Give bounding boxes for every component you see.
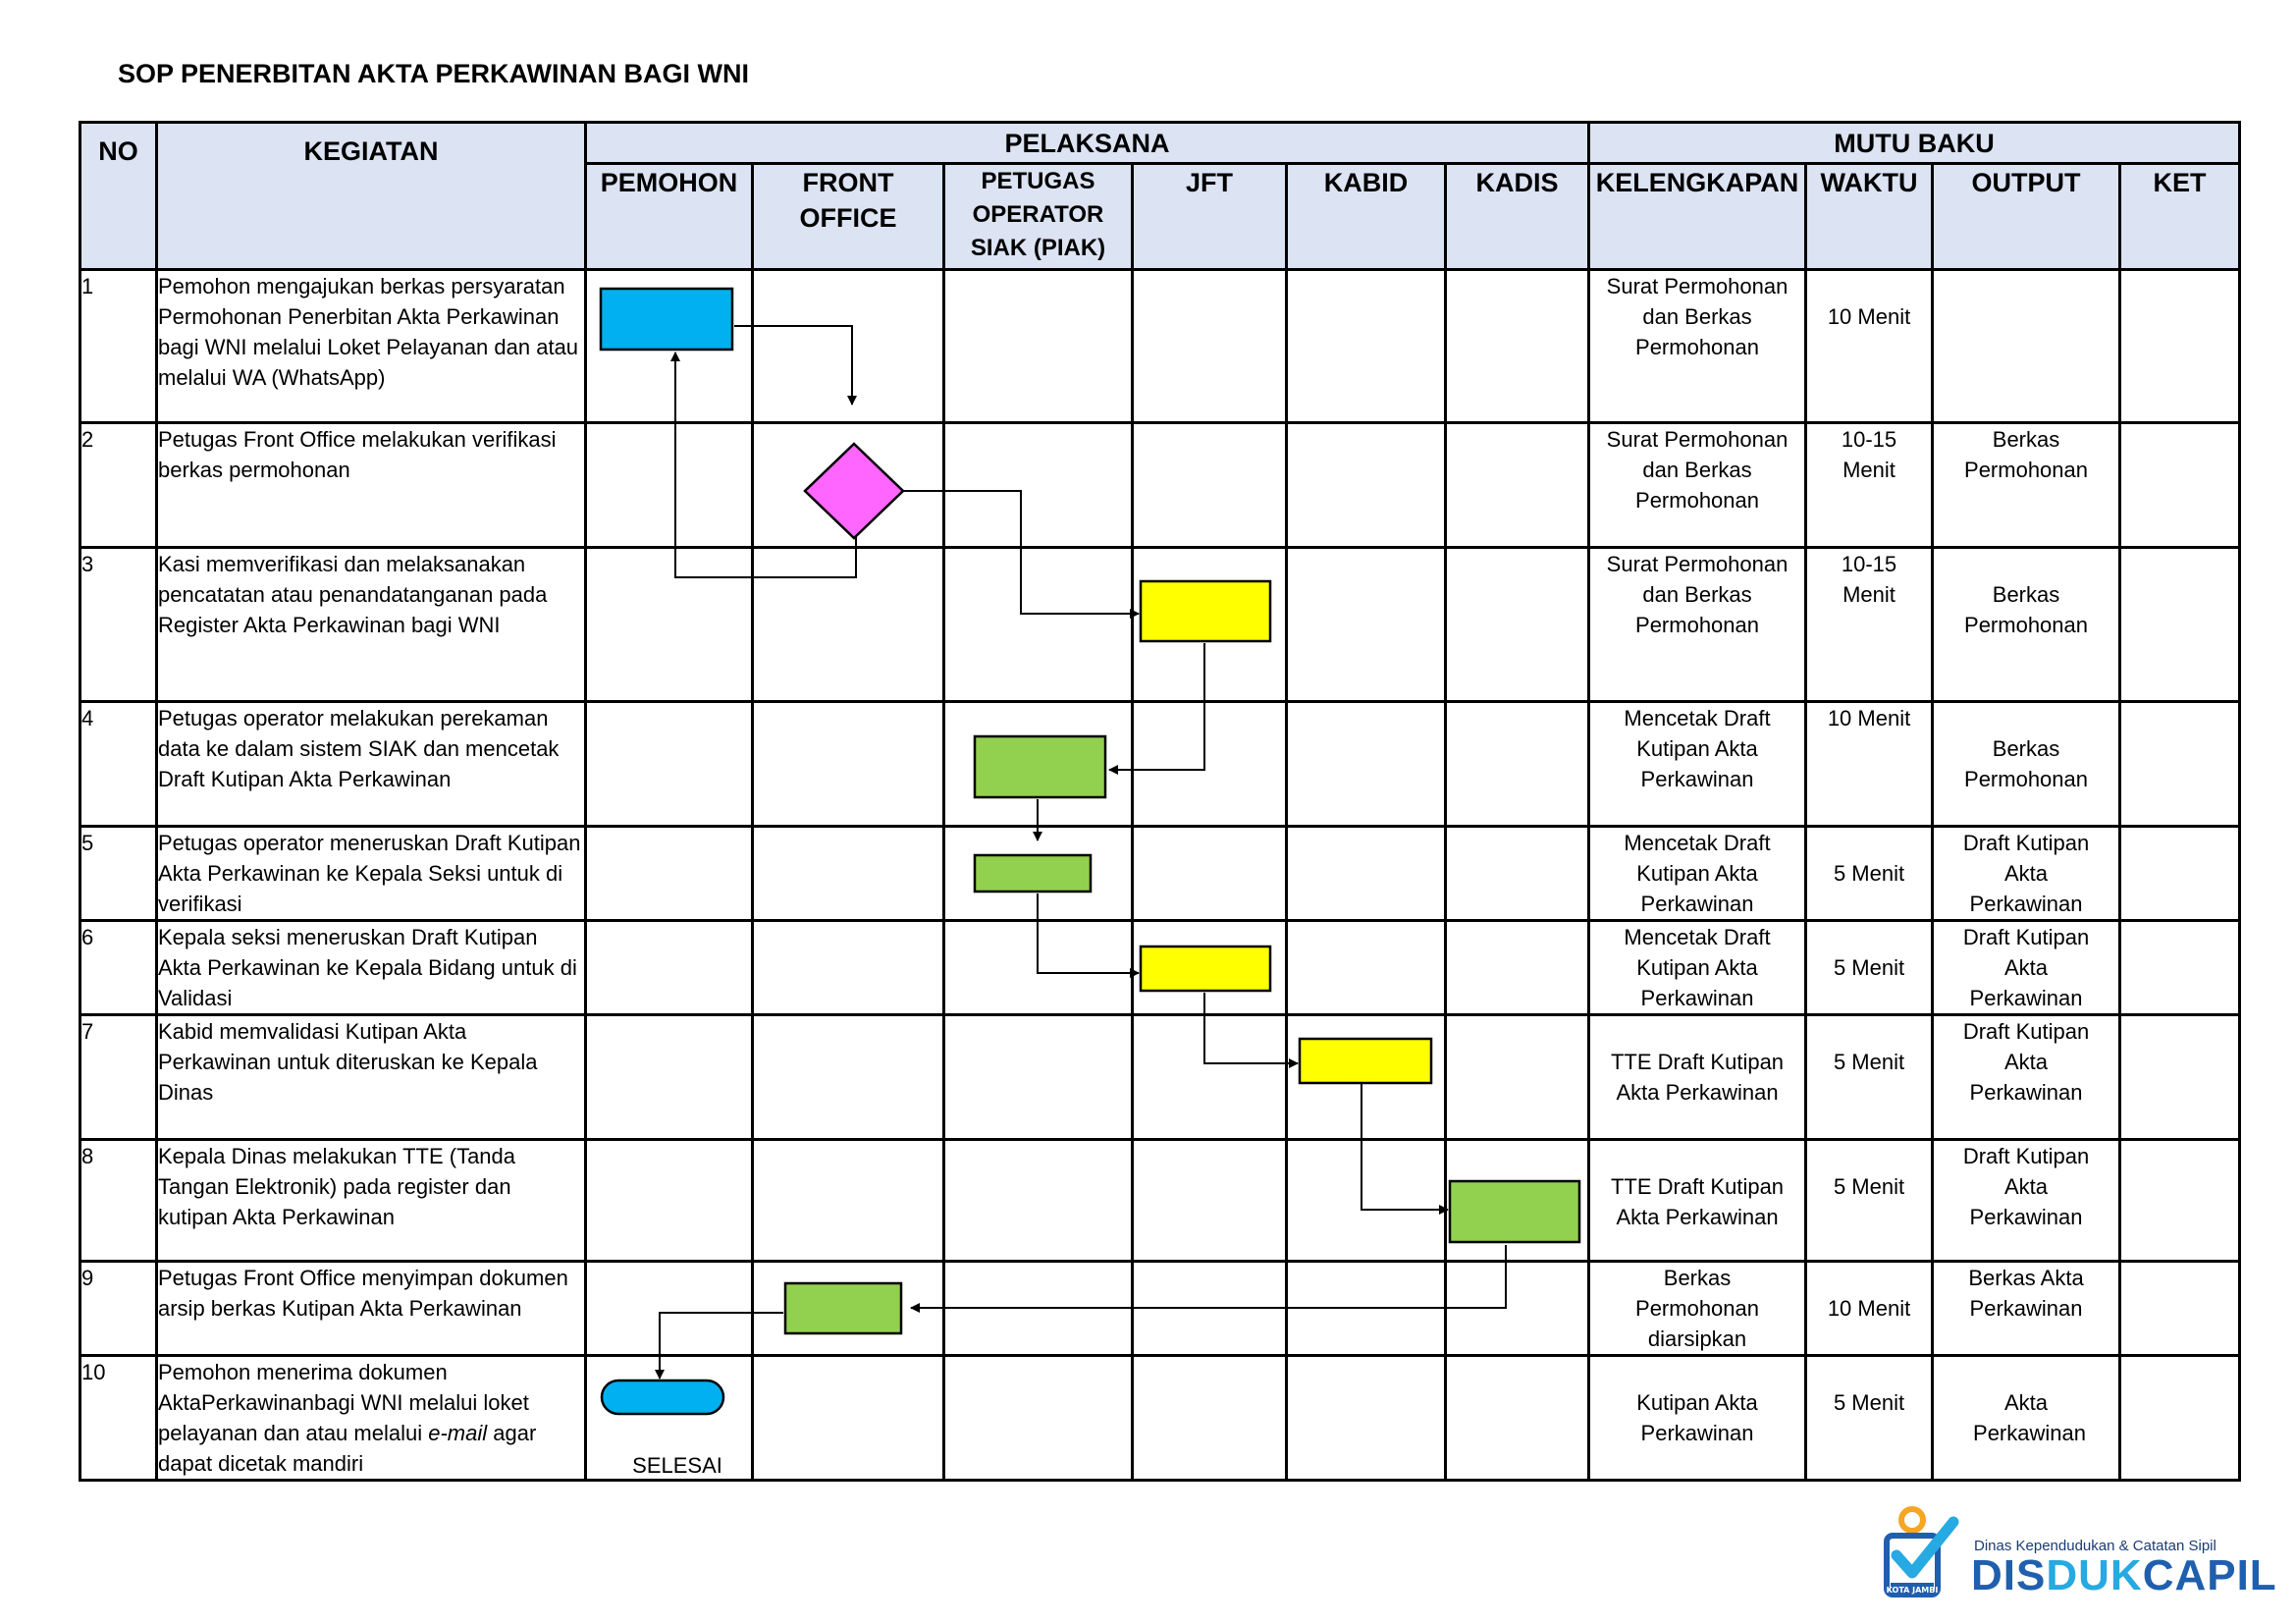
table-row [80,827,2240,921]
row-waktu: 10 Menit [1806,702,1933,827]
header-pelaksana: PELAKSANA [586,123,1589,164]
row-kegiatan: Petugas Front Office melakukan verifikasi berkas permohonan [157,423,586,548]
table-row [80,1356,2240,1481]
header-kabid: KABID [1287,164,1446,270]
table-row [80,702,2240,827]
row-kegiatan: Kepala Dinas melakukan TTE (Tanda Tangan Elektronik) pada register dan kutipan Akta Perkawinan [157,1140,586,1262]
row-no: 6 [80,921,157,1015]
document-title: SOP PENERBITAN AKTA PERKAWINAN BAGI WNI [118,59,750,88]
row-ket [2120,548,2240,702]
row-output: Draft Kutipan Akta Perkawinan [1933,1015,2120,1140]
row-kelengkapan: Surat Permohonan dan Berkas Permohonan [1589,423,1806,548]
svg-text:KOTA JAMBI: KOTA JAMBI [1886,1586,1939,1595]
header-no: NO [80,123,157,270]
row-kelengkapan: TTE Draft Kutipan Akta Perkawinan [1589,1140,1806,1262]
table-row [80,423,2240,548]
row-output: Berkas Permohonan [1933,423,2120,548]
row-output: Draft Kutipan Akta Perkawinan [1933,921,2120,1015]
row-kegiatan: Kasi memverifikasi dan melaksanakan pencatatan atau penandatanganan pada Register Akta Perkawinan bagi WNI [157,548,586,702]
row-output [1933,270,2120,423]
table-row [80,1262,2240,1356]
header-front-office: FRONT OFFICE [753,164,944,270]
row-no: 8 [80,1140,157,1262]
row-waktu: 10 Menit [1806,1262,1933,1356]
row-kegiatan: Kabid memvalidasi Kutipan Akta Perkawinan untuk diteruskan ke Kepala Dinas [157,1015,586,1140]
sop-table [79,121,2241,1482]
row-kelengkapan: Kutipan Akta Perkawinan [1589,1356,1806,1481]
row-ket [2120,1262,2240,1356]
header-jft: JFT [1133,164,1287,270]
row-kelengkapan: Surat Permohonan dan Berkas Permohonan [1589,548,1806,702]
row-waktu: 5 Menit [1806,827,1933,921]
header-petugas-operator: PETUGAS OPERATOR SIAK (PIAK) [944,164,1133,270]
row-waktu: 5 Menit [1806,1140,1933,1262]
row-ket [2120,827,2240,921]
row-output: Draft Kutipan Akta Perkawinan [1933,827,2120,921]
row-no: 4 [80,702,157,827]
row-ket [2120,1140,2240,1262]
table-row [80,1015,2240,1140]
row-no: 3 [80,548,157,702]
row-waktu: 5 Menit [1806,1015,1933,1140]
table-row [80,1140,2240,1262]
header-kelengkapan: KELENGKAPAN [1589,164,1806,270]
row-kegiatan: Petugas operator meneruskan Draft Kutipan Akta Perkawinan ke Kepala Seksi untuk di verifikasi [157,827,586,921]
row-kelengkapan: Mencetak Draft Kutipan Akta Perkawinan [1589,827,1806,921]
logo-icon [1883,1504,1971,1602]
row-no: 5 [80,827,157,921]
row-ket [2120,921,2240,1015]
row-kegiatan: Kepala seksi meneruskan Draft Kutipan Akta Perkawinan ke Kepala Bidang untuk di Validasi [157,921,586,1015]
row-waktu: 5 Menit [1806,921,1933,1015]
row-ket [2120,702,2240,827]
row-output: Draft Kutipan Akta Perkawinan [1933,1140,2120,1262]
header-kegiatan: KEGIATAN [157,123,586,270]
row-waktu: 5 Menit [1806,1356,1933,1481]
row-kegiatan: Pemohon mengajukan berkas persyaratan Permohonan Penerbitan Akta Perkawinan bagi WNI melalui Loket Pelayanan dan atau melalui WA (WhatsApp) [157,270,586,423]
row-kegiatan: Petugas Front Office menyimpan dokumen arsip berkas Kutipan Akta Perkawinan [157,1262,586,1356]
row-kelengkapan: Mencetak Draft Kutipan Akta Perkawinan [1589,921,1806,1015]
table-row [80,921,2240,1015]
row-ket [2120,423,2240,548]
row-waktu: 10 Menit [1806,270,1933,423]
table-row [80,270,2240,423]
table-row [80,548,2240,702]
header-ket: KET [2120,164,2240,270]
row-output: Berkas Permohonan [1933,702,2120,827]
header-pemohon: PEMOHON [586,164,753,270]
row-kelengkapan: Mencetak Draft Kutipan Akta Perkawinan [1589,702,1806,827]
row-no: 9 [80,1262,157,1356]
selesai-label: SELESAI [632,1453,722,1478]
row-no: 10 [80,1356,157,1481]
row-waktu: 10-15 Menit [1806,548,1933,702]
header-kadis: KADIS [1446,164,1589,270]
logo-brand: DISDUKCAPIL [1971,1551,2277,1599]
row-kelengkapan: Berkas Permohonan diarsipkan [1589,1262,1806,1356]
row-kelengkapan: Surat Permohonan dan Berkas Permohonan [1589,270,1806,423]
logo-subtitle: Dinas Kependudukan & Catatan Sipil [1974,1538,2216,1554]
row-kelengkapan: TTE Draft Kutipan Akta Perkawinan [1589,1015,1806,1140]
row-ket [2120,270,2240,423]
row-no: 1 [80,270,157,423]
row-output: Berkas Akta Perkawinan [1933,1262,2120,1356]
row-kegiatan: Pemohon menerima dokumen AktaPerkawinanbagi WNI melalui loket pelayanan dan atau melalui e-mail agar dapat dicetak mandiri [157,1356,586,1481]
disdukcapil-logo [1883,1504,2277,1602]
row-waktu: 10-15 Menit [1806,423,1933,548]
row-output: Berkas Permohonan [1933,548,2120,702]
row-kegiatan: Petugas operator melakukan perekaman data ke dalam sistem SIAK dan mencetak Draft Kutipan Akta Perkawinan [157,702,586,827]
row-output: Akta Perkawinan [1933,1356,2120,1481]
header-waktu: WAKTU [1806,164,1933,270]
row-no: 7 [80,1015,157,1140]
row-ket [2120,1015,2240,1140]
header-mutu-baku: MUTU BAKU [1589,123,2240,164]
header-output: OUTPUT [1933,164,2120,270]
row-no: 2 [80,423,157,548]
row-ket [2120,1356,2240,1481]
